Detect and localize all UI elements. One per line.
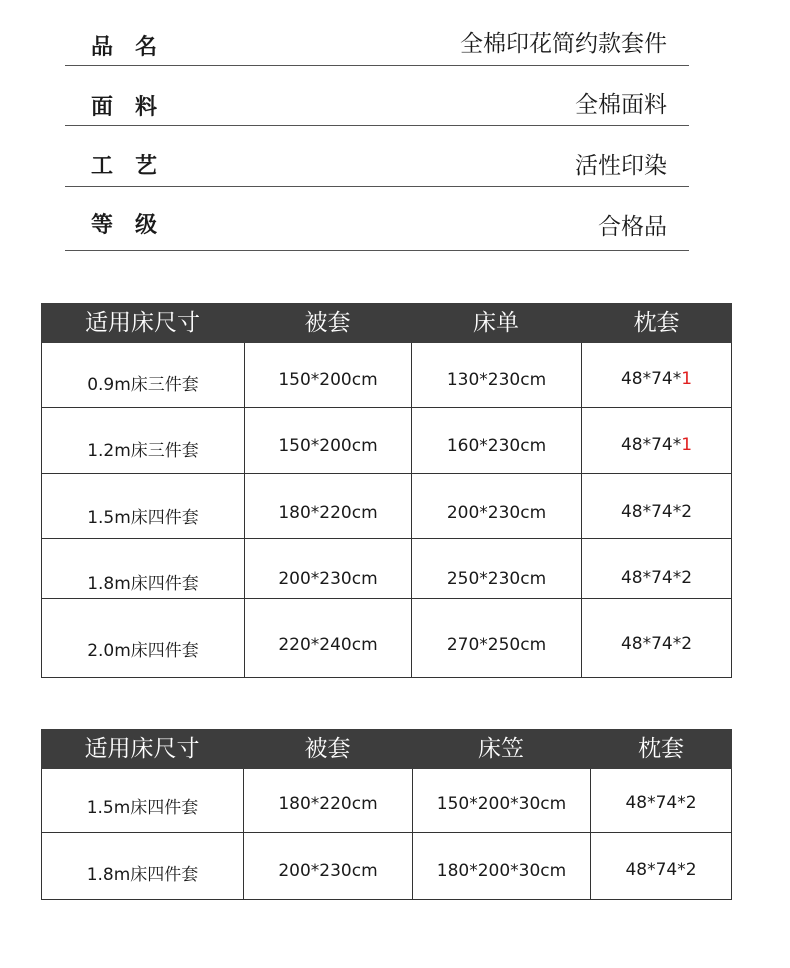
spec-row-fabric	[65, 66, 689, 126]
pillow-size: 48*74*	[620, 634, 682, 654]
table-body	[41, 343, 732, 678]
cell-sheet: 160*230cm	[446, 436, 547, 456]
cell-duvet: 150*200cm	[278, 370, 378, 390]
cell-size: 1.8m床四件套	[87, 574, 199, 594]
header-duvet: 被套	[304, 736, 351, 762]
cell-sheet: 250*230cm	[446, 569, 547, 589]
cell-duvet: 200*230cm	[278, 861, 378, 881]
cell-sheet: 130*230cm	[446, 370, 547, 390]
pillow-size: 48*74*	[620, 435, 682, 455]
cell-sheet: 270*250cm	[446, 635, 547, 655]
spec-value: 全棉面料	[575, 92, 667, 118]
header-bed-size: 适用床尺寸	[84, 736, 200, 762]
table-row	[42, 343, 731, 408]
table-row	[42, 539, 731, 599]
cell-pillowcase	[582, 369, 731, 389]
spec-label: 面料	[91, 95, 180, 120]
cell-size: 1.2m床三件套	[87, 441, 199, 461]
pillow-count: 1	[681, 435, 693, 455]
table-header	[41, 303, 732, 343]
cell-size: 2.0m床四件套	[87, 641, 199, 661]
cell-pillowcase	[582, 634, 731, 654]
cell-pillowcase	[582, 502, 731, 522]
spec-value: 合格品	[598, 214, 667, 240]
cell-pillowcase	[582, 435, 731, 455]
pillow-count: 2	[681, 502, 693, 522]
cell-size: 1.5m床四件套	[86, 798, 199, 818]
header-fitted-sheet: 床笠	[478, 736, 524, 762]
cell-fitted-sheet: 150*200*30cm	[436, 794, 567, 814]
size-table-sheet	[41, 303, 732, 678]
header-sheet: 床单	[473, 310, 519, 336]
table-row	[42, 769, 731, 833]
spec-value: 活性印染	[575, 153, 667, 179]
header-bed-size: 适用床尺寸	[85, 310, 200, 336]
header-duvet: 被套	[304, 310, 351, 336]
spec-label: 品名	[91, 35, 180, 60]
header-pillowcase: 枕套	[638, 736, 684, 762]
cell-pillowcase: 48*74*2	[625, 860, 697, 880]
table-body	[41, 769, 732, 900]
cell-duvet: 220*240cm	[278, 635, 378, 655]
pillow-size: 48*74*	[620, 568, 682, 588]
table-row	[42, 474, 731, 539]
spec-row-grade	[65, 187, 689, 251]
pillow-count: 1	[681, 369, 693, 389]
cell-pillowcase	[582, 568, 731, 588]
cell-duvet: 180*220cm	[278, 503, 378, 523]
header-pillowcase: 枕套	[633, 310, 680, 336]
pillow-size: 48*74*	[620, 369, 682, 389]
pillow-count: 2	[681, 634, 693, 654]
pillow-size: 48*74*	[620, 502, 682, 522]
table-row	[42, 408, 731, 474]
pillow-count: 2	[681, 568, 693, 588]
spec-label: 工艺	[91, 154, 180, 179]
cell-size: 1.5m床四件套	[87, 508, 199, 528]
cell-size: 0.9m床三件套	[87, 375, 199, 395]
cell-fitted-sheet: 180*200*30cm	[436, 861, 567, 881]
cell-duvet: 150*200cm	[278, 436, 378, 456]
cell-pillowcase: 48*74*2	[625, 793, 697, 813]
table-header	[41, 729, 732, 769]
size-table-fitted	[41, 729, 732, 900]
spec-value: 全棉印花简约款套件	[460, 31, 667, 57]
cell-size: 1.8m床四件套	[86, 865, 199, 885]
cell-duvet: 180*220cm	[278, 794, 378, 814]
table-row	[42, 599, 731, 677]
cell-sheet: 200*230cm	[446, 503, 547, 523]
spec-row-craft	[65, 126, 689, 187]
spec-label: 等级	[91, 213, 180, 238]
spec-row-name	[65, 18, 689, 66]
table-row	[42, 833, 731, 899]
cell-duvet: 200*230cm	[278, 569, 378, 589]
